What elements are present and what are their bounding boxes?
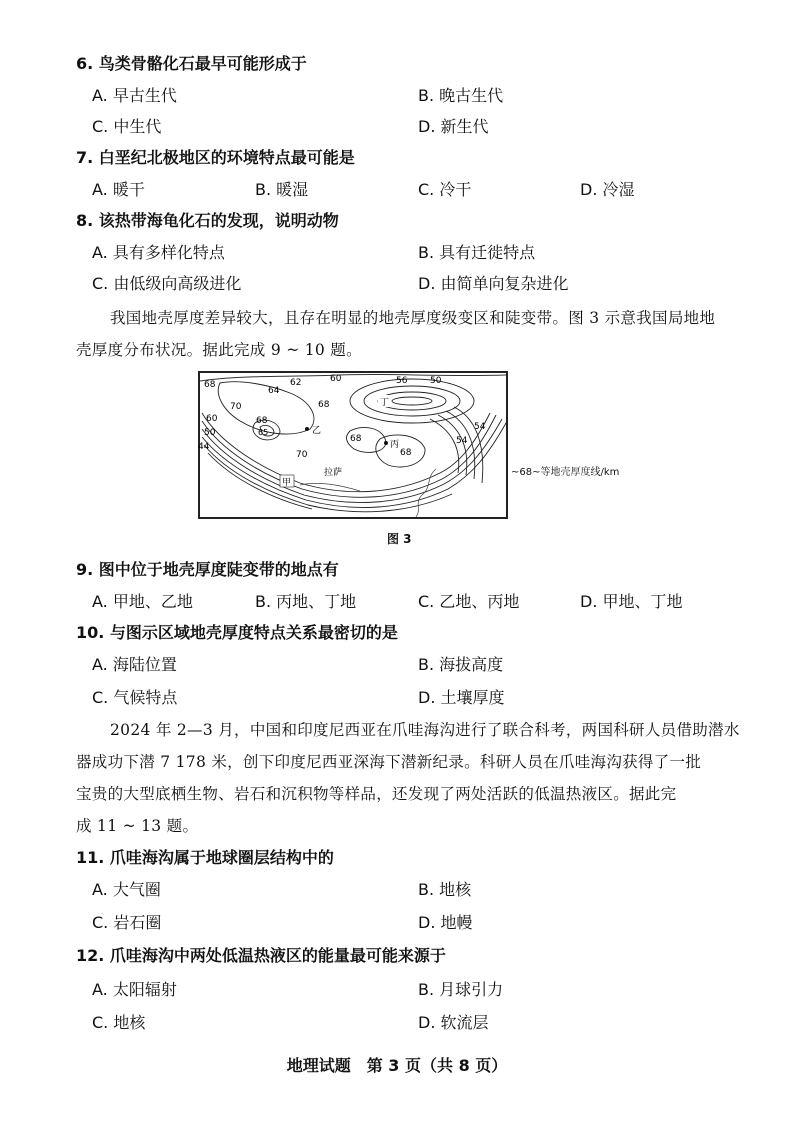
passage1-line-2: 壳厚度分布状况。据此完成 9 ~ 10 题。 — [76, 341, 362, 359]
passage2-line-3: 宝贵的大型底栖生物、岩石和沉积物等样品，还发现了两处活跃的低温热液区。据此完 — [76, 785, 677, 803]
q10-option-d: D. 土壤厚度 — [418, 688, 505, 707]
q6-option-c: C. 中生代 — [92, 117, 162, 136]
q10-option-c: C. 气候特点 — [92, 688, 178, 707]
q11-option-d: D. 地幔 — [418, 913, 473, 932]
passage2-line-2: 器成功下潜 7 178 米，创下印度尼西亚深海下潜新纪录。科研人员在爪哇海沟获得了一批 — [76, 753, 702, 771]
place-marker-yi — [305, 427, 309, 431]
q9-stem: 9. 图中位于地壳厚度陡变带的地点有 — [76, 560, 339, 579]
q11-option-b: B. 地核 — [418, 880, 472, 899]
place-marker-bing — [384, 441, 388, 445]
contour-label: 50 — [430, 376, 442, 386]
crust-thickness-map — [198, 371, 508, 519]
contour-label: 70 — [296, 450, 308, 460]
q6-option-a: A. 早古生代 — [92, 86, 177, 105]
place-label-bing: 丙 — [390, 440, 400, 450]
contour-label: 70 — [230, 402, 242, 412]
q9-option-b: B. 丙地、丁地 — [255, 592, 357, 611]
contour-label: 60 — [330, 374, 342, 384]
q9-option-a: A. 甲地、乙地 — [92, 592, 193, 611]
contour-label: 68 — [256, 416, 268, 426]
contour-label: 54 — [456, 436, 468, 446]
contour-label: 68 — [350, 434, 362, 444]
q7-option-c: C. 冷干 — [418, 180, 472, 199]
place-label-lhasa: 拉萨 — [324, 468, 343, 478]
passage2-line-1: 2024 年 2—3 月，中国和印度尼西亚在爪哇海沟进行了联合科考，两国科研人员借助潜水 — [110, 721, 740, 739]
contour-label: 68 — [400, 448, 412, 458]
q9-option-d: D. 甲地、丁地 — [580, 592, 683, 611]
q9-option-c: C. 乙地、丙地 — [418, 592, 520, 611]
figure-caption: 图 3 — [387, 532, 412, 546]
q12-stem: 12. 爪哇海沟中两处低温热液区的能量最可能来源于 — [76, 946, 446, 965]
contour-label: 54 — [474, 422, 486, 432]
passage2-line-4: 成 11 ~ 13 题。 — [76, 817, 199, 835]
q8-option-a: A. 具有多样化特点 — [92, 243, 225, 262]
map-legend: ~68~等地壳厚度线/km — [511, 467, 620, 478]
q6-option-d: D. 新生代 — [418, 117, 489, 136]
q12-option-d: D. 软流层 — [418, 1013, 489, 1032]
contour-line — [204, 445, 452, 512]
q11-option-c: C. 岩石圈 — [92, 913, 162, 932]
contour-map-svg — [200, 373, 506, 517]
q8-option-b: B. 具有迁徙特点 — [418, 243, 536, 262]
q10-stem: 10. 与图示区域地壳厚度特点关系最密切的是 — [76, 623, 398, 642]
contour-label: 60 — [206, 414, 218, 424]
contour-label: 68 — [318, 400, 330, 410]
q10-option-b: B. 海拔高度 — [418, 655, 504, 674]
contour-label: 65 — [258, 428, 269, 437]
region-boundary-top — [200, 374, 506, 381]
place-label-ding: 丁 — [380, 398, 390, 408]
passage1-line-1: 我国地壳厚度差异较大，且存在明显的地壳厚度级变区和陡变带。图 3 示意我国局地地 — [110, 309, 716, 327]
q7-option-b: B. 暖湿 — [255, 180, 309, 199]
q8-option-d: D. 由简单向复杂进化 — [418, 274, 569, 293]
q10-option-a: A. 海陆位置 — [92, 655, 177, 674]
q8-stem: 8. 该热带海龟化石的发现，说明动物 — [76, 211, 339, 230]
contour-label: 56 — [396, 376, 408, 386]
q12-option-b: B. 月球引力 — [418, 980, 504, 999]
q12-option-a: A. 太阳辐射 — [92, 980, 177, 999]
contour-line — [202, 413, 490, 492]
contour-label: 62 — [290, 378, 302, 388]
q6-option-b: B. 晚古生代 — [418, 86, 504, 105]
place-label-yi: 乙 — [312, 426, 322, 436]
q11-stem: 11. 爪哇海沟属于地球圈层结构中的 — [76, 848, 334, 867]
q8-option-c: C. 由低级向高级进化 — [92, 274, 242, 293]
q11-option-a: A. 大气圈 — [92, 880, 161, 899]
contour-line — [392, 397, 432, 405]
q6-stem: 6. 鸟类骨骼化石最早可能形成于 — [76, 54, 307, 73]
q7-stem: 7. 白垩纪北极地区的环境特点最可能是 — [76, 148, 355, 167]
contour-label: 68 — [204, 380, 216, 390]
q12-option-c: C. 地核 — [92, 1013, 146, 1032]
q7-option-a: A. 暖干 — [92, 180, 145, 199]
contour-label: 50 — [204, 428, 216, 438]
q7-option-d: D. 冷湿 — [580, 180, 635, 199]
contour-label: 44 — [198, 442, 210, 452]
page-footer: 地理试题 第 3 页（共 8 页） — [286, 1056, 508, 1075]
contour-label: 64 — [268, 386, 280, 396]
place-label-jia: 甲 — [282, 478, 292, 488]
